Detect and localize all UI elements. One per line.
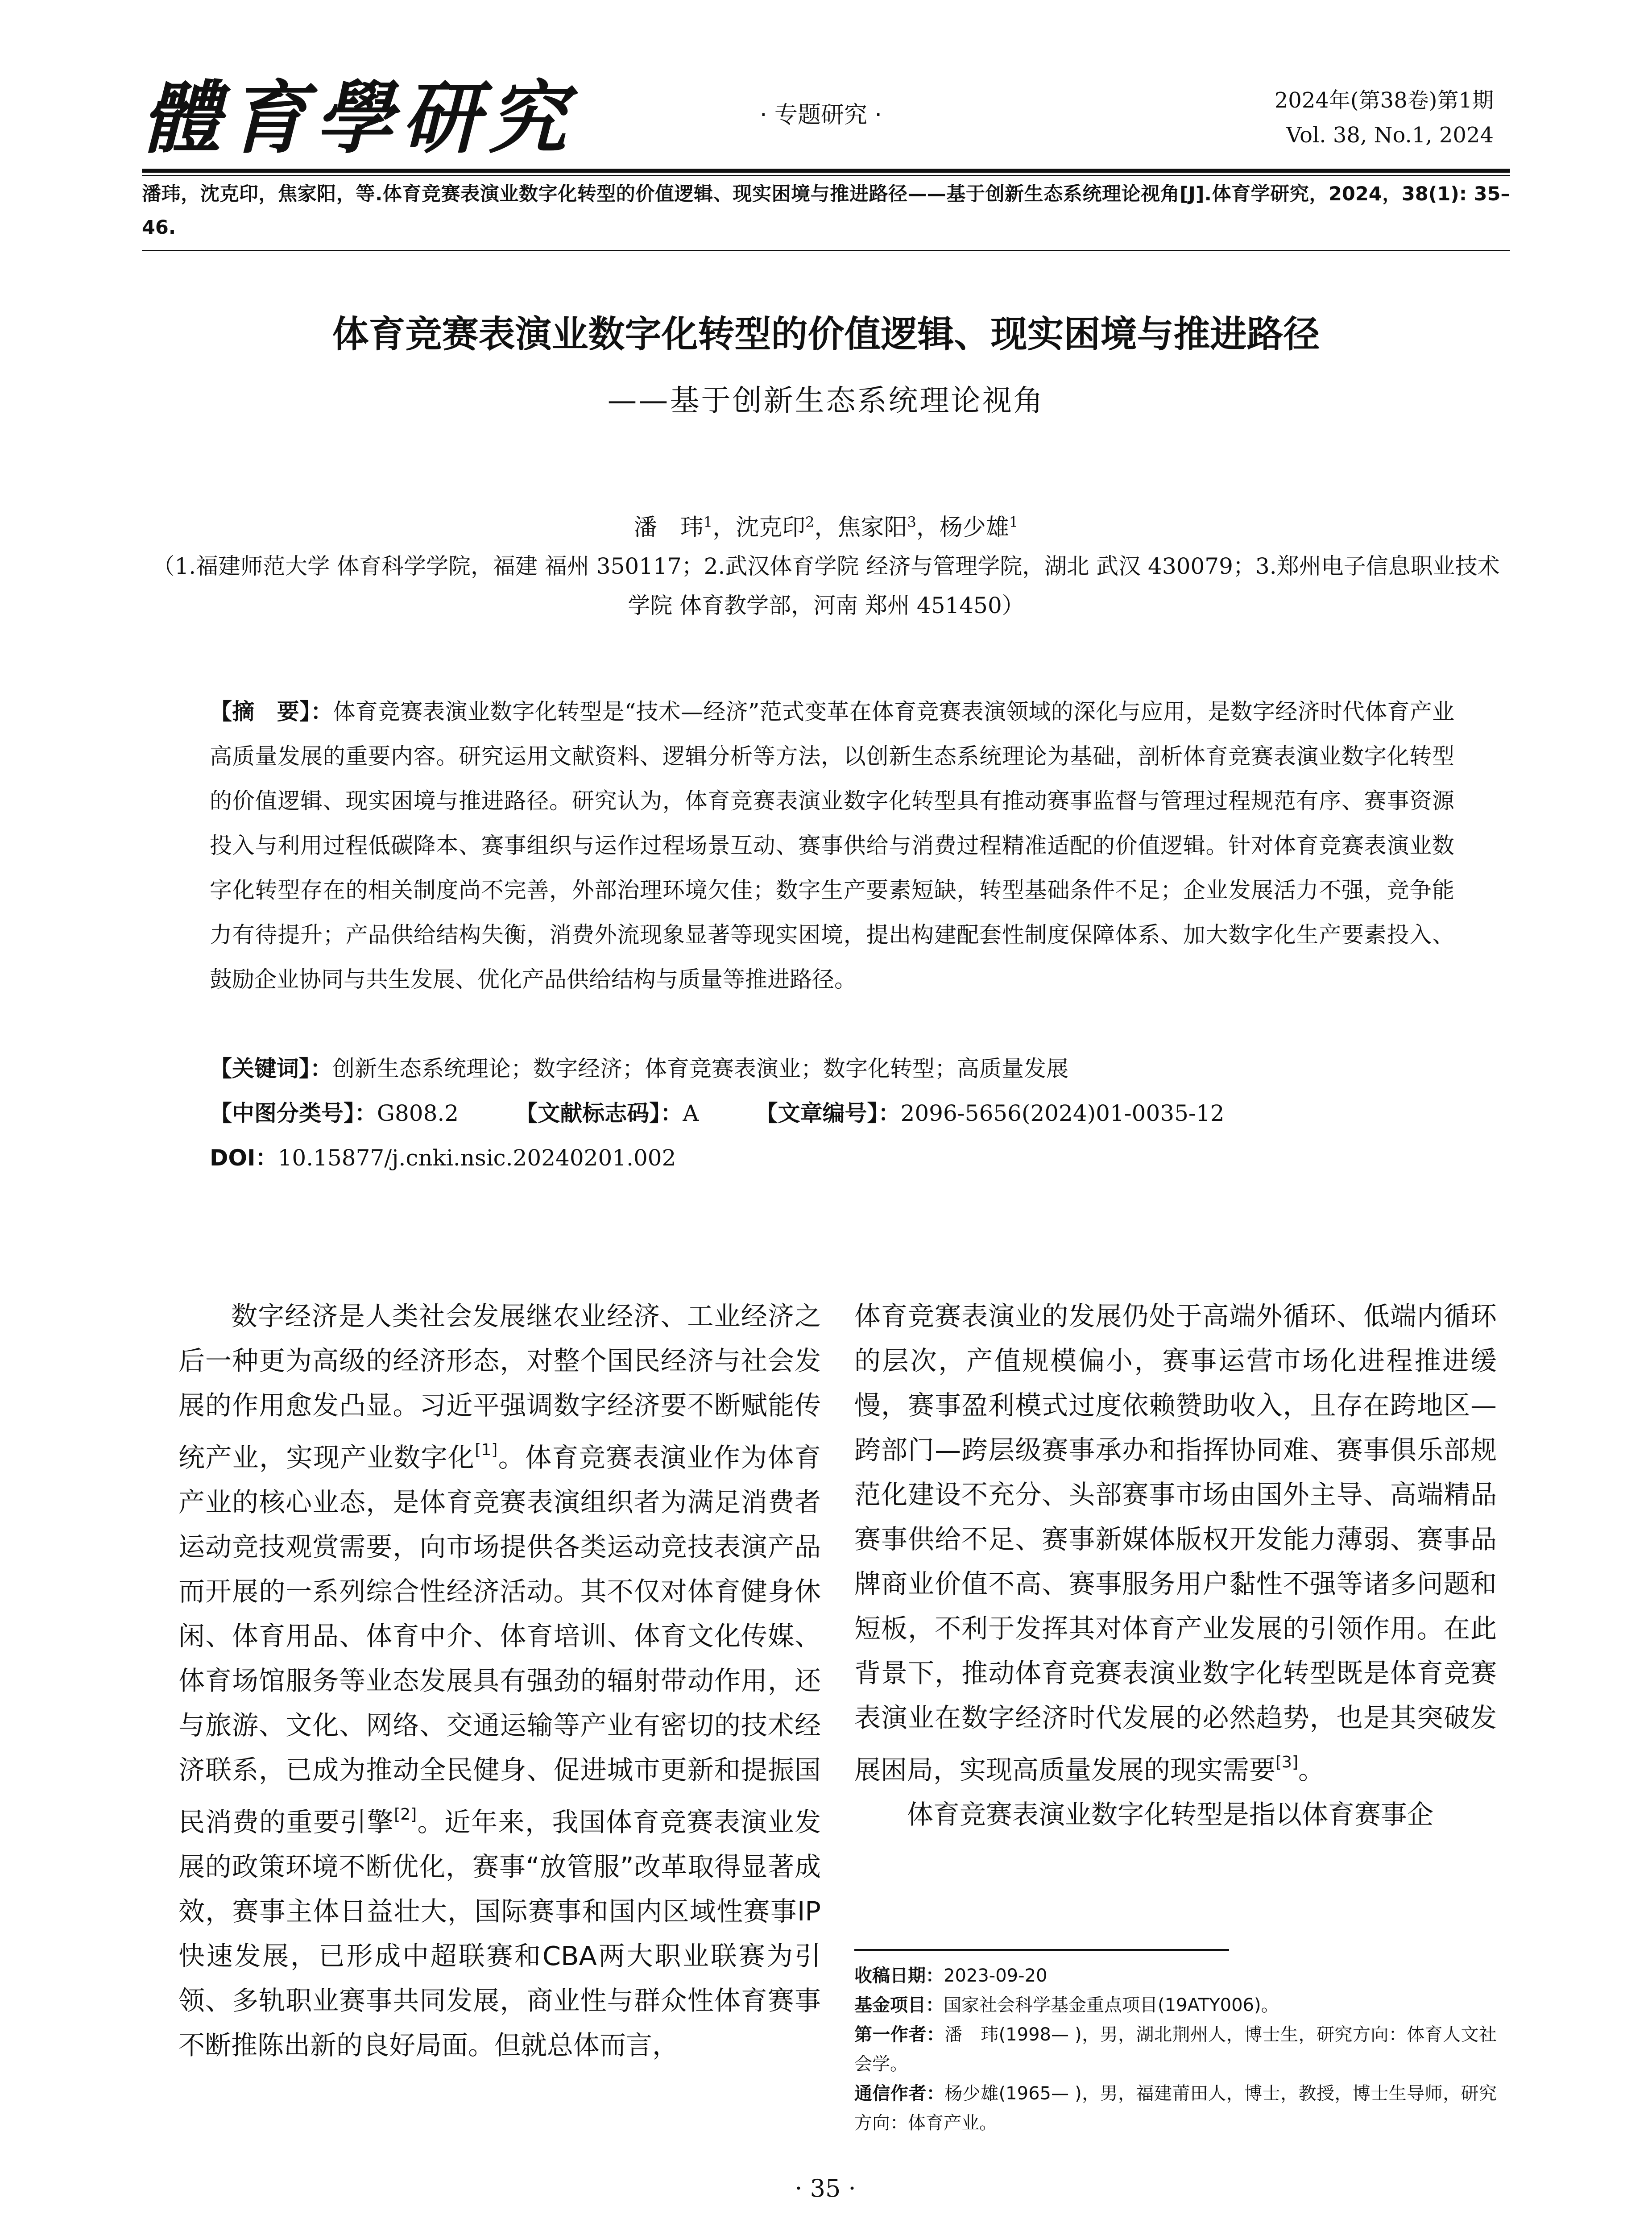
classification-line bbox=[210, 1091, 1454, 1136]
footnotes bbox=[854, 1961, 1497, 2138]
author-name: 潘 玮 bbox=[633, 514, 704, 541]
abstract-label: 【摘 要】： bbox=[210, 699, 333, 725]
journal-logo: 體育學研究 bbox=[142, 72, 575, 164]
footnote-label: 通信作者： bbox=[854, 2083, 945, 2104]
issue-info bbox=[1275, 83, 1494, 153]
body-column-right bbox=[854, 1294, 1497, 1837]
article-number-value: 2096-5656(2024)01-0035-12 bbox=[900, 1100, 1225, 1126]
body-paragraph bbox=[854, 1294, 1497, 1792]
section-label: · 专题研究 · bbox=[759, 102, 882, 129]
body-text: 。 bbox=[1298, 1754, 1325, 1785]
issue-cn: 2024年(第38卷)第1期 bbox=[1274, 88, 1494, 113]
clc-value: G808.2 bbox=[377, 1100, 459, 1126]
footnote-label: 基金项目： bbox=[854, 1995, 944, 2015]
author-affiliation-mark: 3 bbox=[907, 514, 916, 531]
footnote-label: 第一作者： bbox=[854, 2024, 945, 2045]
citation-line: 潘玮，沈克印，焦家阳，等.体育竞赛表演业数字化转型的价值逻辑、现实困境与推进路径——基于创新生态系统理论视角[J].体育学研究，2024，38(1): 35–46. bbox=[142, 183, 1510, 239]
abstract bbox=[210, 689, 1454, 1002]
keywords-label: 【关键词】： bbox=[210, 1056, 332, 1082]
abstract-text: 体育竞赛表演业数字化转型是“技术—经济”范式变革在体育竞赛表演领域的深化与应用，是数字经济时代体育产业高质量发展的重要内容。研究运用文献资料、逻辑分析等方法，以创新生态系统理论为基础，剖析体育竞赛表演业数字化转型的价值逻辑、现实困境与推进路径。研究认为，体育竞赛表演业数字化转型具有推动赛事监督与管理过程规范有序、赛事资源投入与利用过程低碳降本、赛事组织与运作过程场景互动、赛事供给与消费过程精准适配的价值逻辑。针对体育竞赛表演业数字化转型存在的相关制度尚不完善，外部治理环境欠佳；数字生产要素短缺，转型基础条件不足；企业发展活力不强，竞争能力有待提升；产品供给结构失衡，消费外流现象显著等现实困境，提出构建配套性制度保障体系、加大数字化生产要素投入、鼓励企业协同与共生发展、优化产品供给结构与质量等推进路径。 bbox=[210, 699, 1455, 992]
header-rule bbox=[142, 169, 1510, 173]
article-number-label: 【文章编号】： bbox=[755, 1100, 901, 1126]
doc-code-label: 【文献标志码】： bbox=[515, 1100, 683, 1126]
author-name: 沈克印 bbox=[736, 514, 806, 541]
doi-value: 10.15877/j.cnki.nsic.20240201.002 bbox=[277, 1145, 676, 1171]
citation-ref[interactable]: [2] bbox=[394, 1805, 417, 1824]
footnote-text: 国家社会科学基金重点项目(19ATY006)。 bbox=[944, 1995, 1279, 2015]
header-rule-thin bbox=[142, 175, 1510, 176]
doi-label: DOI： bbox=[210, 1145, 278, 1171]
page-number: · 35 · bbox=[795, 2174, 856, 2202]
author-affiliation-mark: 2 bbox=[805, 514, 815, 531]
footnote-first-author bbox=[854, 2020, 1497, 2079]
footnote-funding bbox=[854, 1990, 1497, 2020]
affiliations: （1.福建师范大学 体育科学学院，福建 福州 350117；2.武汉体育学院 经济与管理学院，湖北 武汉 430079；3.郑州电子信息职业技术学院 体育教学部，河南 郑州 451450） bbox=[152, 553, 1500, 618]
body-text: 体育竞赛表演业的发展仍处于高端外循环、低端内循环的层次，产值规模偏小，赛事运营市场化进程推进缓慢，赛事盈利模式过度依赖赞助收入，且存在跨地区—跨部门—跨层级赛事承办和指挥协同难、赛事俱乐部规范化建设不充分、头部赛事市场由国外主导、高端精品赛事供给不足、赛事新媒体版权开发能力薄弱、赛事品牌商业价值不高、赛事服务用户黏性不强等诸多问题和短板，不利于发挥其对体育产业发展的引领作用。在此背景下，推动体育竞赛表演业数字化转型既是体育竞赛表演业在数字经济时代发展的必然趋势，也是其突破发展困局，实现高质量发展的现实需要 bbox=[854, 1301, 1497, 1785]
body-text: 。近年来，我国体育竞赛表演业发展的政策环境不断优化，赛事“放管服”改革取得显著成效，赛事主体日益壮大，国际赛事和国内区域性赛事IP快速发展，已形成中超联赛和CBA两大职业联赛为引领、多轨职业赛事共同发展，商业性与群众性体育赛事不断推陈出新的良好局面。但就总体而言， bbox=[178, 1807, 821, 2061]
keywords bbox=[210, 1046, 1454, 1091]
author-name: 杨少雄 bbox=[939, 514, 1009, 541]
doi bbox=[210, 1136, 1454, 1180]
footnote-corresponding-author bbox=[854, 2079, 1497, 2138]
footnote-text: 潘 玮(1998— )，男，湖北荆州人，博士生，研究方向：体育人文社会学。 bbox=[854, 2024, 1497, 2074]
author-affiliation-mark: 1 bbox=[1009, 514, 1019, 531]
keywords-text: 创新生态系统理论；数字经济；体育竞赛表演业；数字化转型；高质量发展 bbox=[332, 1056, 1068, 1082]
footnote-rule bbox=[854, 1949, 1229, 1951]
issue-en: Vol. 38, No.1, 2024 bbox=[1286, 123, 1494, 148]
doc-code-value: A bbox=[683, 1100, 699, 1126]
body-column-left bbox=[178, 1294, 821, 2068]
footnote-received bbox=[854, 1961, 1497, 1990]
author-name: 焦家阳 bbox=[837, 514, 907, 541]
author-affiliation-mark: 1 bbox=[703, 514, 713, 531]
footnote-label: 收稿日期： bbox=[854, 1966, 944, 1986]
citation-ref[interactable]: [3] bbox=[1275, 1753, 1299, 1771]
body-paragraph bbox=[178, 1294, 821, 2068]
body-paragraph: 体育竞赛表演业数字化转型是指以体育赛事企 bbox=[907, 1799, 1434, 1830]
citation-rule bbox=[142, 250, 1510, 251]
body-text: 数字经济是人类社会发展继农业经济、工业经济之后一种更为高级的经济形态，对整个国民经济与社会发展的作用愈发凸显。习近平强调数字经济要不断赋能传统产业，实现产业数字化 bbox=[178, 1301, 821, 1473]
paper-subtitle: ——基于创新生态系统理论视角 bbox=[607, 383, 1045, 418]
body-text: 。体育竞赛表演业作为体育产业的核心业态，是体育竞赛表演组织者为满足消费者运动竞技观赏需要，向市场提供各类运动竞技表演产品而开展的一系列综合性经济活动。其不仅对体育健身休闲、体育用品、体育中介、体育培训、体育文化传媒、体育场馆服务等业态发展具有强劲的辐射带动作用，还与旅游、文化、网络、交通运输等产业有密切的技术经济联系，已成为推动全民健身、促进城市更新和提振国民消费的重要引擎 bbox=[178, 1442, 821, 1837]
footnote-text: 杨少雄(1965— )，男，福建莆田人，博士，教授，博士生导师，研究方向：体育产业。 bbox=[854, 2083, 1497, 2133]
citation-ref[interactable]: [1] bbox=[475, 1441, 498, 1459]
paper-title: 体育竞赛表演业数字化转型的价值逻辑、现实困境与推进路径 bbox=[332, 313, 1320, 356]
footnote-text: 2023-09-20 bbox=[944, 1966, 1048, 1986]
author-list: 潘 玮$^1$，沈克印$^2$，焦家阳$^3$，杨少雄$^1$ bbox=[633, 514, 1019, 541]
clc-label: 【中图分类号】： bbox=[210, 1100, 377, 1126]
